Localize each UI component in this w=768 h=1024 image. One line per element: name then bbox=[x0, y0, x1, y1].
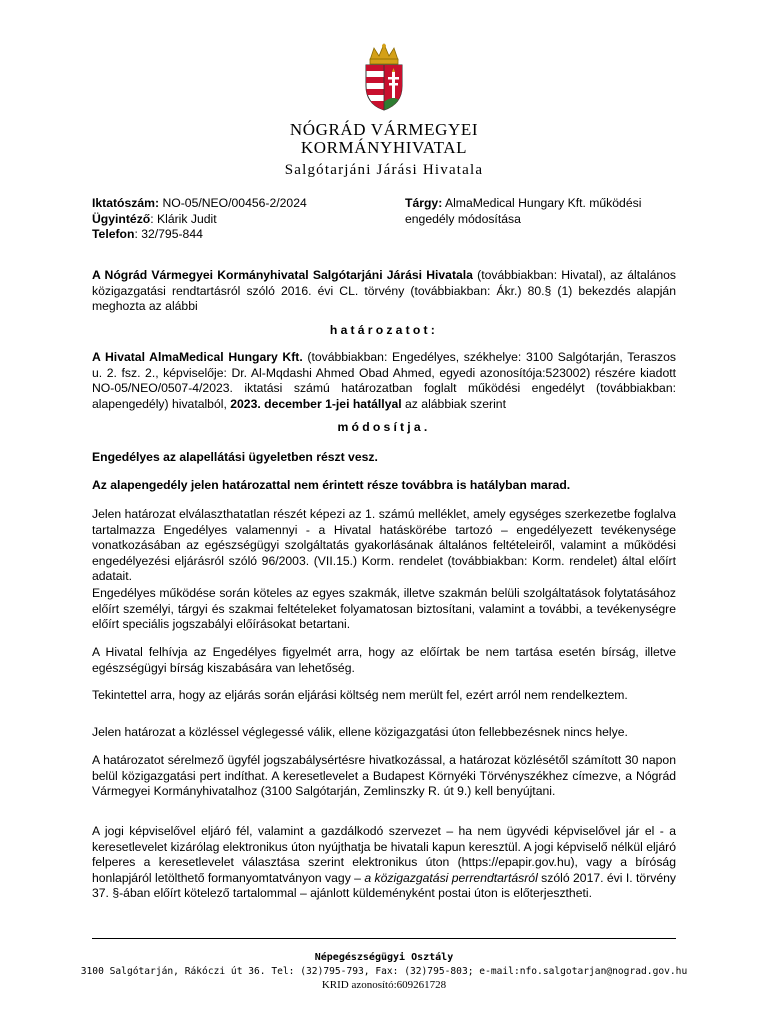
paragraph-11 bbox=[92, 824, 676, 902]
intro-paragraph bbox=[92, 268, 676, 315]
telefon-label: Telefon bbox=[92, 227, 135, 241]
org-name-line1: NÓGRÁD VÁRMEGYEI bbox=[289, 120, 479, 139]
hungarian-coat-of-arms-icon bbox=[360, 42, 408, 112]
paragraph-11-text-1: A jogi képviselővel eljáró fél, valamint a gazdálkodó szervezet – ha nem ügyvédi képviselővel jár el - a keresetlevelet kizárólag elektronikus úton nyújthatja be hivatali kapun keresztül. A jogi képviselő nélkül eljáró felperes a keresetlevelet választása szerint elektronikus úton (https://epapir.gov.hu), vagy a bíróság honlapjáról letölthető formanyomtatványon vagy – bbox=[92, 824, 676, 885]
intro-text: (továbbiakban: Hivatal), az általános közigazgatási rendtartásról szóló 2016. évi CL. törvény (továbbiakban: Ákr.) 80.§ (1) bekezdés alapján meghozta az alábbi bbox=[92, 268, 676, 314]
footer-address: 3100 Salgótarján, Rákóczi út 36. Tel: (32)795-793, Fax: (32)795-803; e-mail:nfo.salgotarjan@nograd.gov.hu bbox=[80, 966, 688, 977]
footer-divider bbox=[92, 938, 676, 939]
paragraph-11-text-2: szóló 2017. évi I. törvény 37. §-ában előírt kötelező tartalommal – ajánlott küldeményként postai úton is előterjesztheti. bbox=[92, 870, 676, 901]
iktatoszam-value: NO-05/NEO/00456-2/2024 bbox=[159, 196, 307, 210]
org-name-line2: KORMÁNYHIVATAL bbox=[300, 138, 468, 157]
telefon-value: : 32/795-844 bbox=[134, 227, 203, 241]
decision-bold-2: 2023. december 1-jei hatállyal bbox=[230, 396, 402, 411]
hatarozatot-heading: határozatot: bbox=[329, 323, 439, 337]
ugyintezo-label: Ügyintéző bbox=[92, 211, 151, 226]
decision-bold-1: A Hivatal AlmaMedical Hungary Kft. bbox=[92, 350, 303, 364]
footer-department: Népegészségügyi Osztály bbox=[314, 952, 454, 963]
decision-text-2: az alábbiak szerint bbox=[401, 396, 506, 411]
paragraph-9: Jelen határozat a közléssel véglegessé válik, ellene közigazgatási úton fellebbezésnek nincs helye. bbox=[92, 725, 628, 739]
iktatoszam-label: Iktatószám: bbox=[92, 196, 160, 210]
subject-block bbox=[405, 196, 685, 227]
paragraph-4 bbox=[92, 478, 676, 494]
paragraph-3 bbox=[92, 450, 676, 466]
ugyelet-statement: Engedélyes az alapellátási ügyeletben részt vesz. bbox=[92, 450, 378, 464]
reference-block bbox=[92, 196, 307, 243]
modositja-heading: módosítja. bbox=[337, 420, 431, 434]
targy-label: Tárgy: bbox=[405, 196, 443, 210]
ugyintezo-value: : Klárik Judit bbox=[150, 211, 217, 226]
paragraph-11-italic: a közigazgatási perrendtartásról bbox=[364, 870, 538, 885]
paragraph-7: A Hivatal felhívja az Engedélyes figyelmét arra, hogy az előírtak be nem tartása esetén bírság, illetve egészségügyi bírság kiszabására van lehetőség. bbox=[92, 645, 676, 675]
paragraph-5: Jelen határozat elválaszthatatlan részét képezi az 1. számú melléklet, amely egységes szerkezetbe foglalva tartalmazza Engedélyes valamennyi - a Hivatal hatáskörébe tartozó – engedélyezett tevékenysége vonatkozásában az egészségügyi szolgáltatás gyakorlásának általános feltételeiről, valamint a működési engedélyezési eljárásról szóló 96/2003. (VII.15.) Korm. rendelet (továbbiakban: Korm. rendelet) által előírt adatait. bbox=[92, 507, 676, 584]
decision-text-1: (továbbiakban: Engedélyes, székhelye: 3100 Salgótarján, Teraszos u. 2. fsz. 2., képviselője: Dr. Al-Mqdashi Ahmed Obad Ahmed, egyedi azonosítója:523002) részére kiadott NO-05/NEO/0507-4/2023. iktatási számú határozatban foglalt működési engedélyt (továbbiakban: alapengedély) hivatalból, bbox=[92, 350, 676, 411]
paragraph-6: Engedélyes működése során köteles az egyes szakmák, illetve szakmán belüli szolgáltatások folytatásához előírt személyi, tárgyi és szakmai feltételeket folyamatosan biztosítani, valamint a további, a tevékenységre előírt speciális jogszabályi előírásokat betartani. bbox=[92, 586, 676, 632]
paragraph-8: Tekintettel arra, hogy az eljárás során eljárási költség nem merült fel, ezért arról nem rendelkeztem. bbox=[92, 688, 628, 702]
hatalyban-statement: Az alapengedély jelen határozattal nem érintett része továbbra is hatályban marad. bbox=[92, 478, 571, 492]
paragraph-10: A határozatot sérelmező ügyfél jogszabálysértésre hivatkozással, a határozat közlésétől számított 30 napon belül közigazgatási pert indíthat. A keresetlevelet a Budapest Környéki Törvényszékhez címezve, a Nógrád Vármegyei Kormányhivatalhoz (3100 Salgótarján, Zemlinszky R. út 9.) kell benyújtani. bbox=[92, 753, 676, 799]
org-name-line3: Salgótarjáni Járási Hivatala bbox=[284, 162, 484, 178]
intro-bold: A Nógrád Vármegyei Kormányhivatal Salgótarjáni Járási Hivatala bbox=[92, 268, 473, 282]
decision-paragraph bbox=[92, 350, 676, 412]
targy-value: AlmaMedical Hungary Kft. működési engedély módosítása bbox=[405, 196, 642, 226]
footer-krid: KRID azonosító:609261728 bbox=[321, 979, 447, 991]
